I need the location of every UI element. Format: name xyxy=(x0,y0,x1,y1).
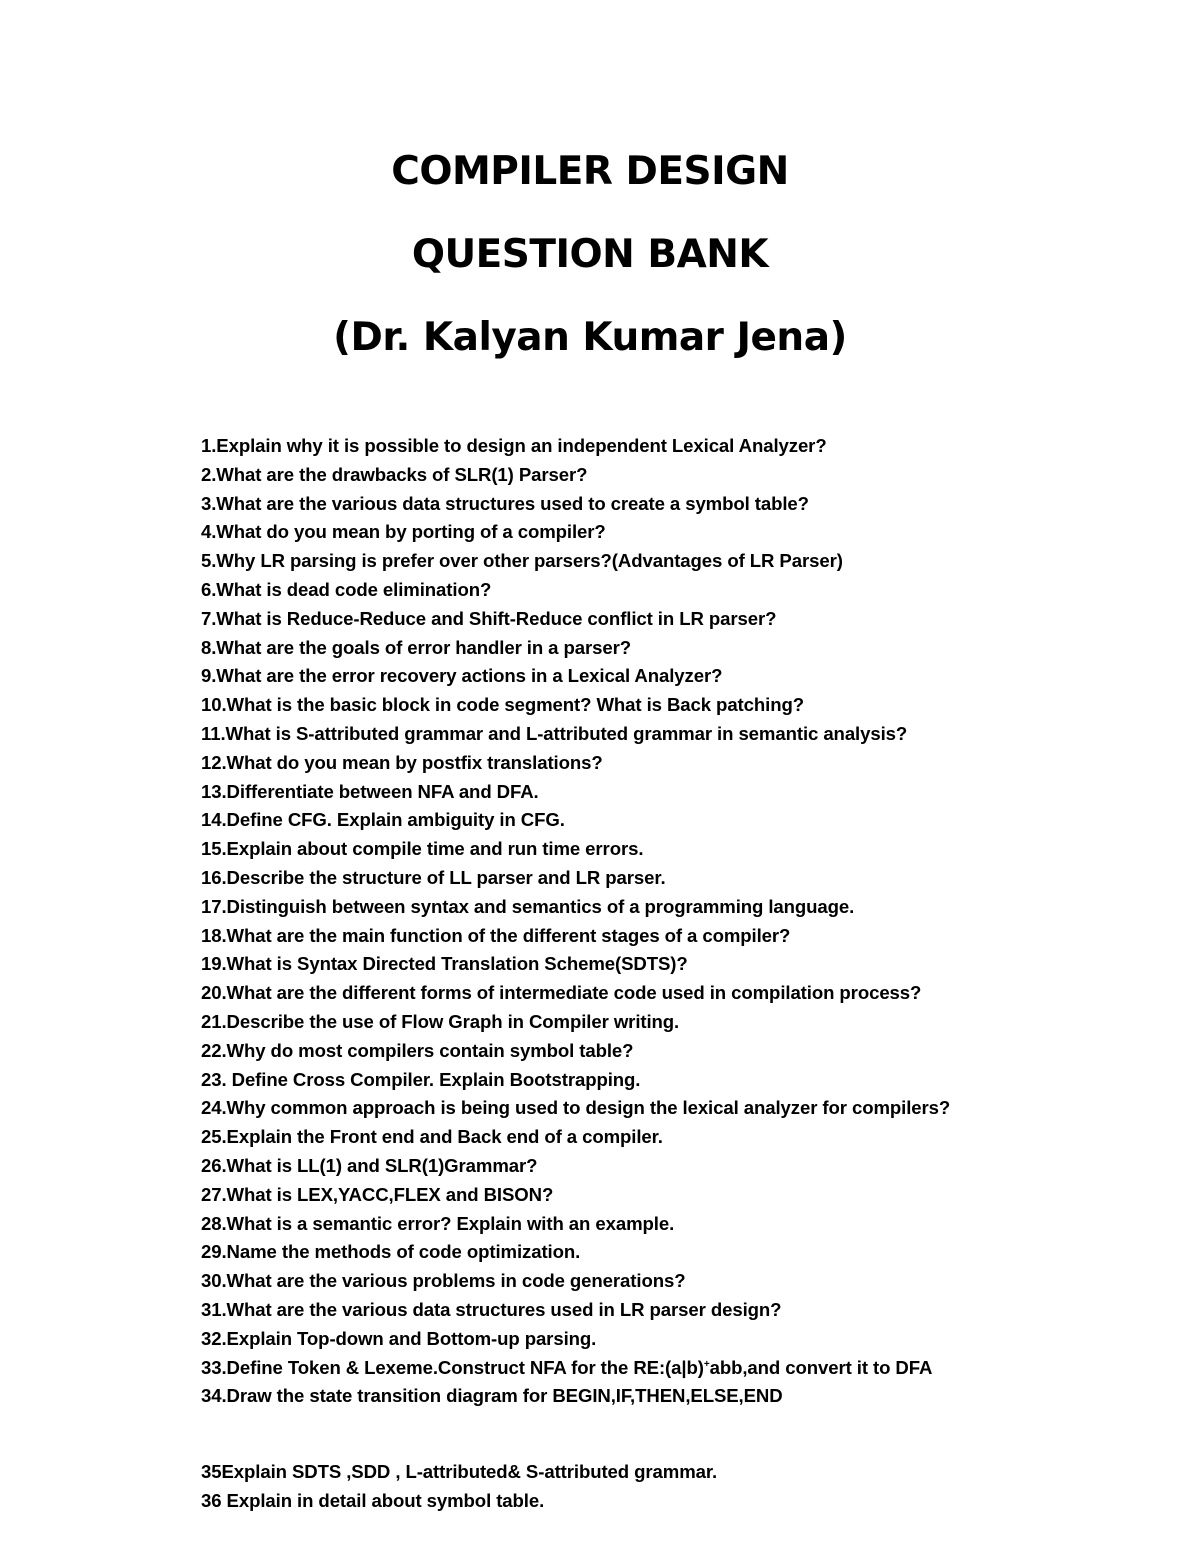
question-item: 9.What are the error recovery actions in a Lexical Analyzer? xyxy=(201,665,723,687)
question-item: 17.Distinguish between syntax and semantics of a programming language. xyxy=(201,895,855,917)
question-item: 28.What is a semantic error? Explain with an example. xyxy=(201,1212,675,1234)
question-item: 15.Explain about compile time and run time errors. xyxy=(201,838,644,860)
question-item: 1.Explain why it is possible to design an independent Lexical Analyzer? xyxy=(201,435,827,456)
question-item-34: 34.Draw the state transition diagram for BEGIN,IF,THEN,ELSE,END xyxy=(201,1385,783,1407)
question-item: 8.What are the goals of error handler in a parser? xyxy=(201,636,632,658)
title-author: (Dr. Kalyan Kumar Jena) xyxy=(333,315,847,360)
question-item: 19.What is Syntax Directed Translation Scheme(SDTS)? xyxy=(201,953,688,975)
question-item: 30.What are the various problems in code generations? xyxy=(201,1270,686,1292)
question-item: 21.Describe the use of Flow Graph in Compiler writing. xyxy=(201,1010,680,1032)
q33-superscript: + xyxy=(703,1358,710,1370)
question-item: 29.Name the methods of code optimization. xyxy=(201,1241,581,1263)
question-item: 18.What are the main function of the different stages of a compiler? xyxy=(201,924,791,946)
question-item: 7.What is Reduce-Reduce and Shift-Reduce conflict in LR parser? xyxy=(201,607,777,629)
question-item-36: 36 Explain in detail about symbol table. xyxy=(201,1489,545,1511)
question-item: 2.What are the drawbacks of SLR(1) Parser? xyxy=(201,463,588,485)
question-item: 14.Define CFG. Explain ambiguity in CFG. xyxy=(201,809,565,831)
question-item: 10.What is the basic block in code segment? What is Back patching? xyxy=(201,694,804,716)
question-item: 11.What is S-attributed grammar and L-attributed grammar in semantic analysis? xyxy=(201,722,908,744)
title-question-bank: QUESTION BANK xyxy=(411,232,769,277)
title-course: COMPILER DESIGN xyxy=(391,149,789,194)
question-item: 22.Why do most compilers contain symbol table? xyxy=(201,1039,634,1061)
question-item: 31.What are the various data structures used in LR parser design? xyxy=(201,1298,782,1320)
question-item: 16.Describe the structure of LL parser and LR parser. xyxy=(201,866,666,888)
question-item: 25.Explain the Front end and Back end of a compiler. xyxy=(201,1126,663,1148)
question-item: 26.What is LL(1) and SLR(1)Grammar? xyxy=(201,1154,538,1176)
q33-text-end: abb,and convert it to DFA xyxy=(709,1356,933,1378)
question-item: 12.What do you mean by postfix translations? xyxy=(201,751,603,773)
question-item: 23. Define Cross Compiler. Explain Bootstrapping. xyxy=(201,1068,641,1090)
question-item: 5.Why LR parsing is prefer over other parsers?(Advantages of LR Parser) xyxy=(201,550,843,572)
spacer xyxy=(201,1411,950,1458)
question-item-33 xyxy=(201,1354,950,1383)
q33-text: 33.Define Token & Lexeme.Construct NFA for the RE:(a|b) xyxy=(201,1356,704,1378)
question-item: 20.What are the different forms of intermediate code used in compilation process? xyxy=(201,982,922,1004)
question-list xyxy=(201,432,950,1516)
question-item: 32.Explain Top-down and Bottom-up parsing. xyxy=(201,1327,597,1349)
question-item: 13.Differentiate between NFA and DFA. xyxy=(201,780,539,802)
question-item: 4.What do you mean by porting of a compiler? xyxy=(201,521,606,543)
question-item: 24.Why common approach is being used to design the lexical analyzer for compilers? xyxy=(201,1097,951,1119)
question-item: 3.What are the various data structures used to create a symbol table? xyxy=(201,492,809,514)
question-item-35: 35Explain SDTS ,SDD , L-attributed& S-attributed grammar. xyxy=(201,1461,718,1483)
question-item: 27.What is LEX,YACC,FLEX and BISON? xyxy=(201,1183,554,1205)
question-item: 6.What is dead code elimination? xyxy=(201,578,492,600)
